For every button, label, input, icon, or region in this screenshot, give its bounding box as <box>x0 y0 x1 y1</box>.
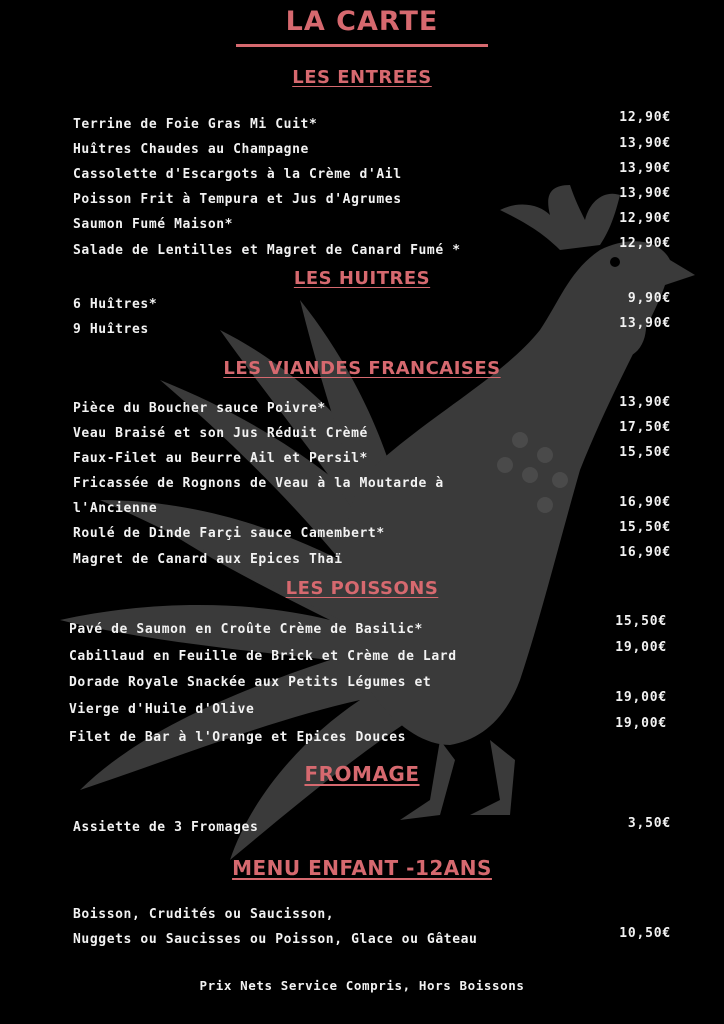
section-heading-menu-enfant: MENU ENFANT -12ANS <box>232 856 492 880</box>
menu-item-price: 12,90€ <box>619 211 671 226</box>
section-heading-poissons: LES POISSONS <box>285 578 439 599</box>
menu-item-name: Roulé de Dinde Farçi sauce Camembert* <box>73 526 385 541</box>
menu-item-price: 19,00€ <box>615 716 667 731</box>
section-heading-huitres: LES HUITRES <box>293 268 431 289</box>
menu-enfant-line-2: Nuggets ou Saucisses ou Poisson, Glace ou Gâteau <box>73 932 478 947</box>
menu-item-name: Cassolette d'Escargots à la Crème d'Ail <box>73 167 402 182</box>
menu-item-name: Pièce du Boucher sauce Poivre* <box>73 401 326 416</box>
menu-item-price: 17,50€ <box>619 420 671 435</box>
menu-item-price: 13,90€ <box>619 395 671 410</box>
menu-item-name: Pavé de Saumon en Croûte Crème de Basilic* <box>69 622 423 637</box>
menu-item-price: 9,90€ <box>627 291 671 306</box>
menu-item-name: Magret de Canard aux Epices Thaï <box>73 552 343 567</box>
menu-item-name-continued: Vierge d'Huile d'Olive <box>69 702 255 717</box>
menu-enfant-price: 10,50€ <box>619 926 671 941</box>
page-title: LA CARTE <box>285 6 439 37</box>
menu-item-price: 16,90€ <box>619 495 671 510</box>
menu-item-name: 9 Huîtres <box>73 322 149 337</box>
footer-note: Prix Nets Service Compris, Hors Boissons <box>199 978 525 993</box>
title-underline <box>236 44 488 47</box>
menu-item-price: 13,90€ <box>619 186 671 201</box>
menu-item-name: Fricassée de Rognons de Veau à la Moutarde à <box>73 476 444 491</box>
menu-item-price: 15,50€ <box>615 614 667 629</box>
menu-item-name: 6 Huîtres* <box>73 297 158 312</box>
menu-item-price: 12,90€ <box>619 236 671 251</box>
menu-item-price: 15,50€ <box>619 520 671 535</box>
menu-item-name: Saumon Fumé Maison* <box>73 217 234 232</box>
menu-enfant-line-1: Boisson, Crudités ou Saucisson, <box>73 907 335 922</box>
menu-item-name: Terrine de Foie Gras Mi Cuit* <box>73 117 318 132</box>
menu-item-price: 13,90€ <box>619 316 671 331</box>
menu-item-name: Veau Braisé et son Jus Réduit Crèmé <box>73 426 368 441</box>
menu-item-price: 19,00€ <box>615 640 667 655</box>
menu-item-price: 16,90€ <box>619 545 671 560</box>
menu-item-price: 12,90€ <box>619 110 671 125</box>
menu-item-name: Filet de Bar à l'Orange et Epices Douces <box>69 730 407 745</box>
menu-item-name-continued: l'Ancienne <box>73 501 158 516</box>
section-heading-viandes: LES VIANDES FRANCAISES <box>223 358 501 379</box>
menu-item-name: Dorade Royale Snackée aux Petits Légumes et <box>69 675 432 690</box>
menu-item-name: Salade de Lentilles et Magret de Canard Fumé * <box>73 243 461 258</box>
menu-item-name: Faux-Filet au Beurre Ail et Persil* <box>73 451 368 466</box>
menu-item-price: 13,90€ <box>619 161 671 176</box>
menu-item-name: Assiette de 3 Fromages <box>73 820 259 835</box>
menu-item-name: Cabillaud en Feuille de Brick et Crème de Lard <box>69 649 457 664</box>
menu-item-name: Poisson Frit à Tempura et Jus d'Agrumes <box>73 192 402 207</box>
section-heading-entrees: LES ENTREES <box>292 67 432 88</box>
menu-item-price: 15,50€ <box>619 445 671 460</box>
menu-item-name: Huîtres Chaudes au Champagne <box>73 142 309 157</box>
section-heading-fromage: FROMAGE <box>304 762 420 786</box>
menu-item-price: 3,50€ <box>627 816 671 831</box>
menu-item-price: 13,90€ <box>619 136 671 151</box>
menu-item-price: 19,00€ <box>615 690 667 705</box>
